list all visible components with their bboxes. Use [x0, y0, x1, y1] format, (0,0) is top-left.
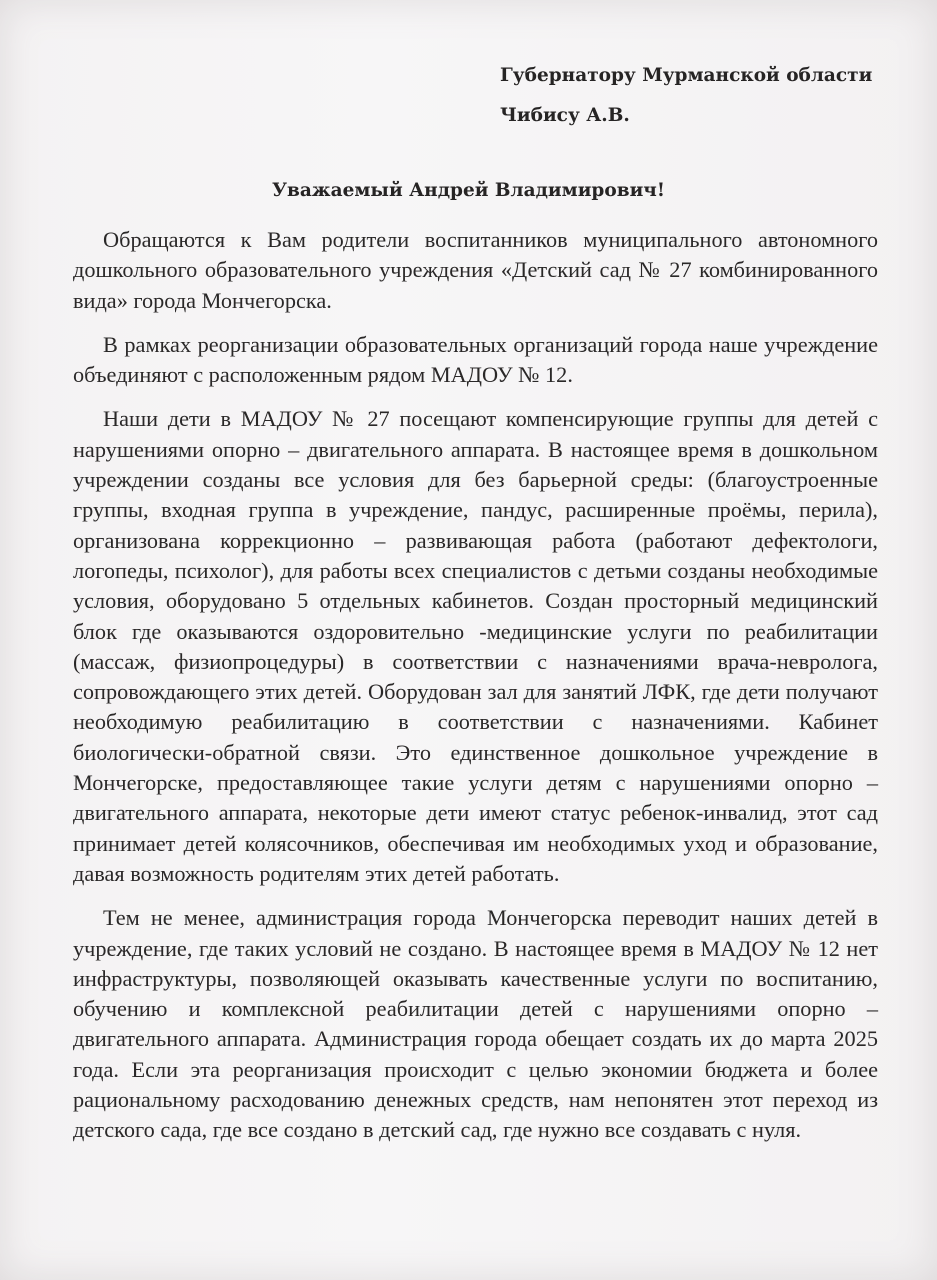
addressee-title: Губернатору Мурманской области [500, 65, 873, 86]
letter-body [73, 225, 878, 1160]
paragraph-reorganization: В рамках реорганизации образовательных организаций города наше учреждение объединяют с расположенным рядом МАДОУ № 12. [73, 331, 878, 388]
salutation: Уважаемый Андрей Владимирович! [272, 180, 665, 201]
addressee-name: Чибису А.В. [500, 105, 630, 126]
paragraph-intro: Обращаются к Вам родители воспитанников муниципального автономного дошкольного образовательного учреждения «Детский сад № 27 комбинированного вида» города Мончегорска. [73, 227, 878, 313]
paragraph-conditions: Наши дети в МАДОУ № 27 посещают компенсирующие группы для детей с нарушениями опорно – двигательного аппарата. В настоящее время в дошкольном учреждении созданы все условия для без барьерной среды: (благоустроенные группы, входная группа в учреждение, пандус, расширенные проёмы, перила), организована коррекционно – развивающая работа (работают дефектологи, логопеды, психолог), для работы всех специалистов с детьми созданы необходимые условия, оборудовано 5 отдельных кабинетов. Создан просторный медицинский блок где оказываются оздоровительно -медицинские услуги по реабилитации (массаж, физиопроцедуры) в соответствии с назначениями врача-невролога, сопровождающего этих детей. Оборудован зал для занятий ЛФК, где дети получают необходимую реабилитацию в соответствии с назначениями. Кабинет биологически-обратной связи. Это единственное дошкольное учреждение в Мончегорске, предоставляющее такие услуги детям с нарушениями опорно – двигательного аппарата, некоторые дети имеют статус ребенок-инвалид, этот сад принимает детей колясочников, обеспечивая им необходимых уход и образование, давая возможность родителям этих детей работать. [73, 406, 878, 886]
addressee-block [500, 56, 872, 136]
paragraph-concern: Тем не менее, администрация города Мончегорска переводит наших детей в учреждение, где таких условий не создано. В настоящее время в МАДОУ № 12 нет инфраструктуры, позволяющей оказывать качественные услуги по воспитанию, обучению и комплексной реабилитации детей с нарушениями опорно – двигательного аппарата. Администрация города обещает создать их до марта 2025 года. Если эта реорганизация происходит с целью экономии бюджета и более рациональному расходованию денежных средств, нам непонятен этот переход из детского сада, где все создано в детский сад, где нужно все создавать с нуля. [73, 905, 878, 1143]
